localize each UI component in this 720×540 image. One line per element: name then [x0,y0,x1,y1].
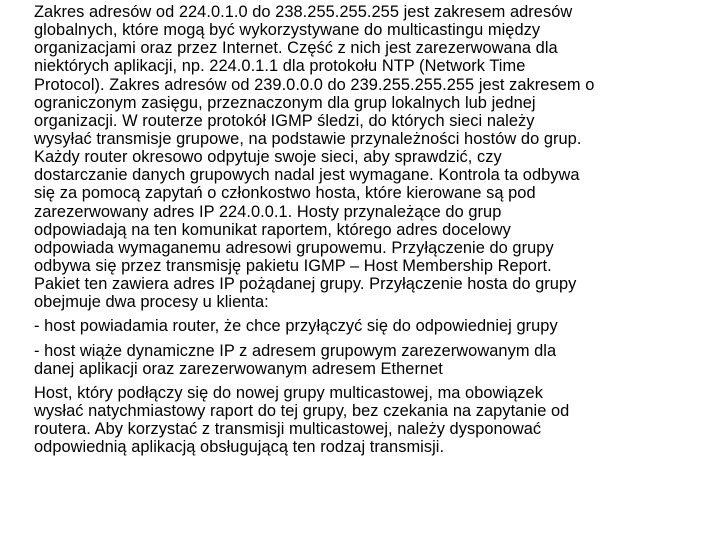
paragraph-host-report [34,384,720,457]
text-line: wysłać natychmiastowy raport do tej grupy, bez czekania na zapytanie od [34,401,570,420]
text-line: dostarczanie danych grupowych nadal jest wymagane. Kontrola ta odbywa [34,166,580,185]
text-line: - host powiadamia router, że chce przyłączyć się do odpowiedniej grupy [34,317,558,336]
text-line: Host, który podłączy się do nowej grupy multicastowej, ma obowiązek [34,383,543,402]
document-body [34,3,720,456]
text-line: odpowiada wymaganemu adresowi grupowemu. Przyłączenie do grupy [34,238,554,257]
text-line: Protocol). Zakres adresów od 239.0.0.0 do 239.255.255.255 jest zakresem o [34,75,595,94]
text-line: - host wiąże dynamiczne IP z adresem grupowym zarezerwowanym dla [34,341,557,360]
text-line: Pakiet ten zawiera adres IP pożądanej grupy. Przyłączenie hosta do grupy [34,275,577,294]
text-line: zarezerwowany adres IP 224.0.0.1. Hosty przynależące do grup [34,202,502,221]
text-line: ograniczonym zasięgu, przeznaczonym dla grup lokalnych lub jednej [34,93,536,112]
text-line: odpowiednią aplikacją obsługującą ten rodzaj transmisji. [34,438,445,457]
text-line: odpowiadają na ten komunikat raportem, którego adres docelowy [34,220,511,239]
text-line: routera. Aby korzystać z transmisji multicastowej, należy dysponować [34,420,542,439]
text-line: organizacji. W routerze protokół IGMP śledzi, do których sieci należy [34,111,535,130]
paragraph-bullet-bind-ip [34,342,720,378]
text-line: Każdy router okresowo odpytuje swoje sieci, aby sprawdzić, czy [34,148,502,167]
paragraph-multicast-address-ranges [34,3,720,311]
text-line: odbywa się przez transmisję pakietu IGMP – Host Membership Report. [34,256,552,275]
text-line: niektórych aplikacji, np. 224.0.1.1 dla protokołu NTP (Network Time [34,57,526,76]
text-line: globalnych, które mogą być wykorzystywane do multicastingu między [34,21,541,40]
paragraph-bullet-notify-router [34,317,720,335]
text-line: wysyłać transmisje grupowe, na podstawie przynależności hostów do grup. [34,129,582,148]
text-line: danej aplikacji oraz zarezerwowanym adresem Ethernet [34,359,443,378]
text-line: obejmuje dwa procesy u klienta: [34,293,269,312]
text-line: organizacjami oraz przez Internet. Część z nich jest zarezerwowana dla [34,39,558,58]
text-line: Zakres adresów od 224.0.1.0 do 238.255.255.255 jest zakresem adresów [34,3,573,21]
text-line: się za pomocą zapytań o członkostwo hosta, które kierowane są pod [34,184,536,203]
